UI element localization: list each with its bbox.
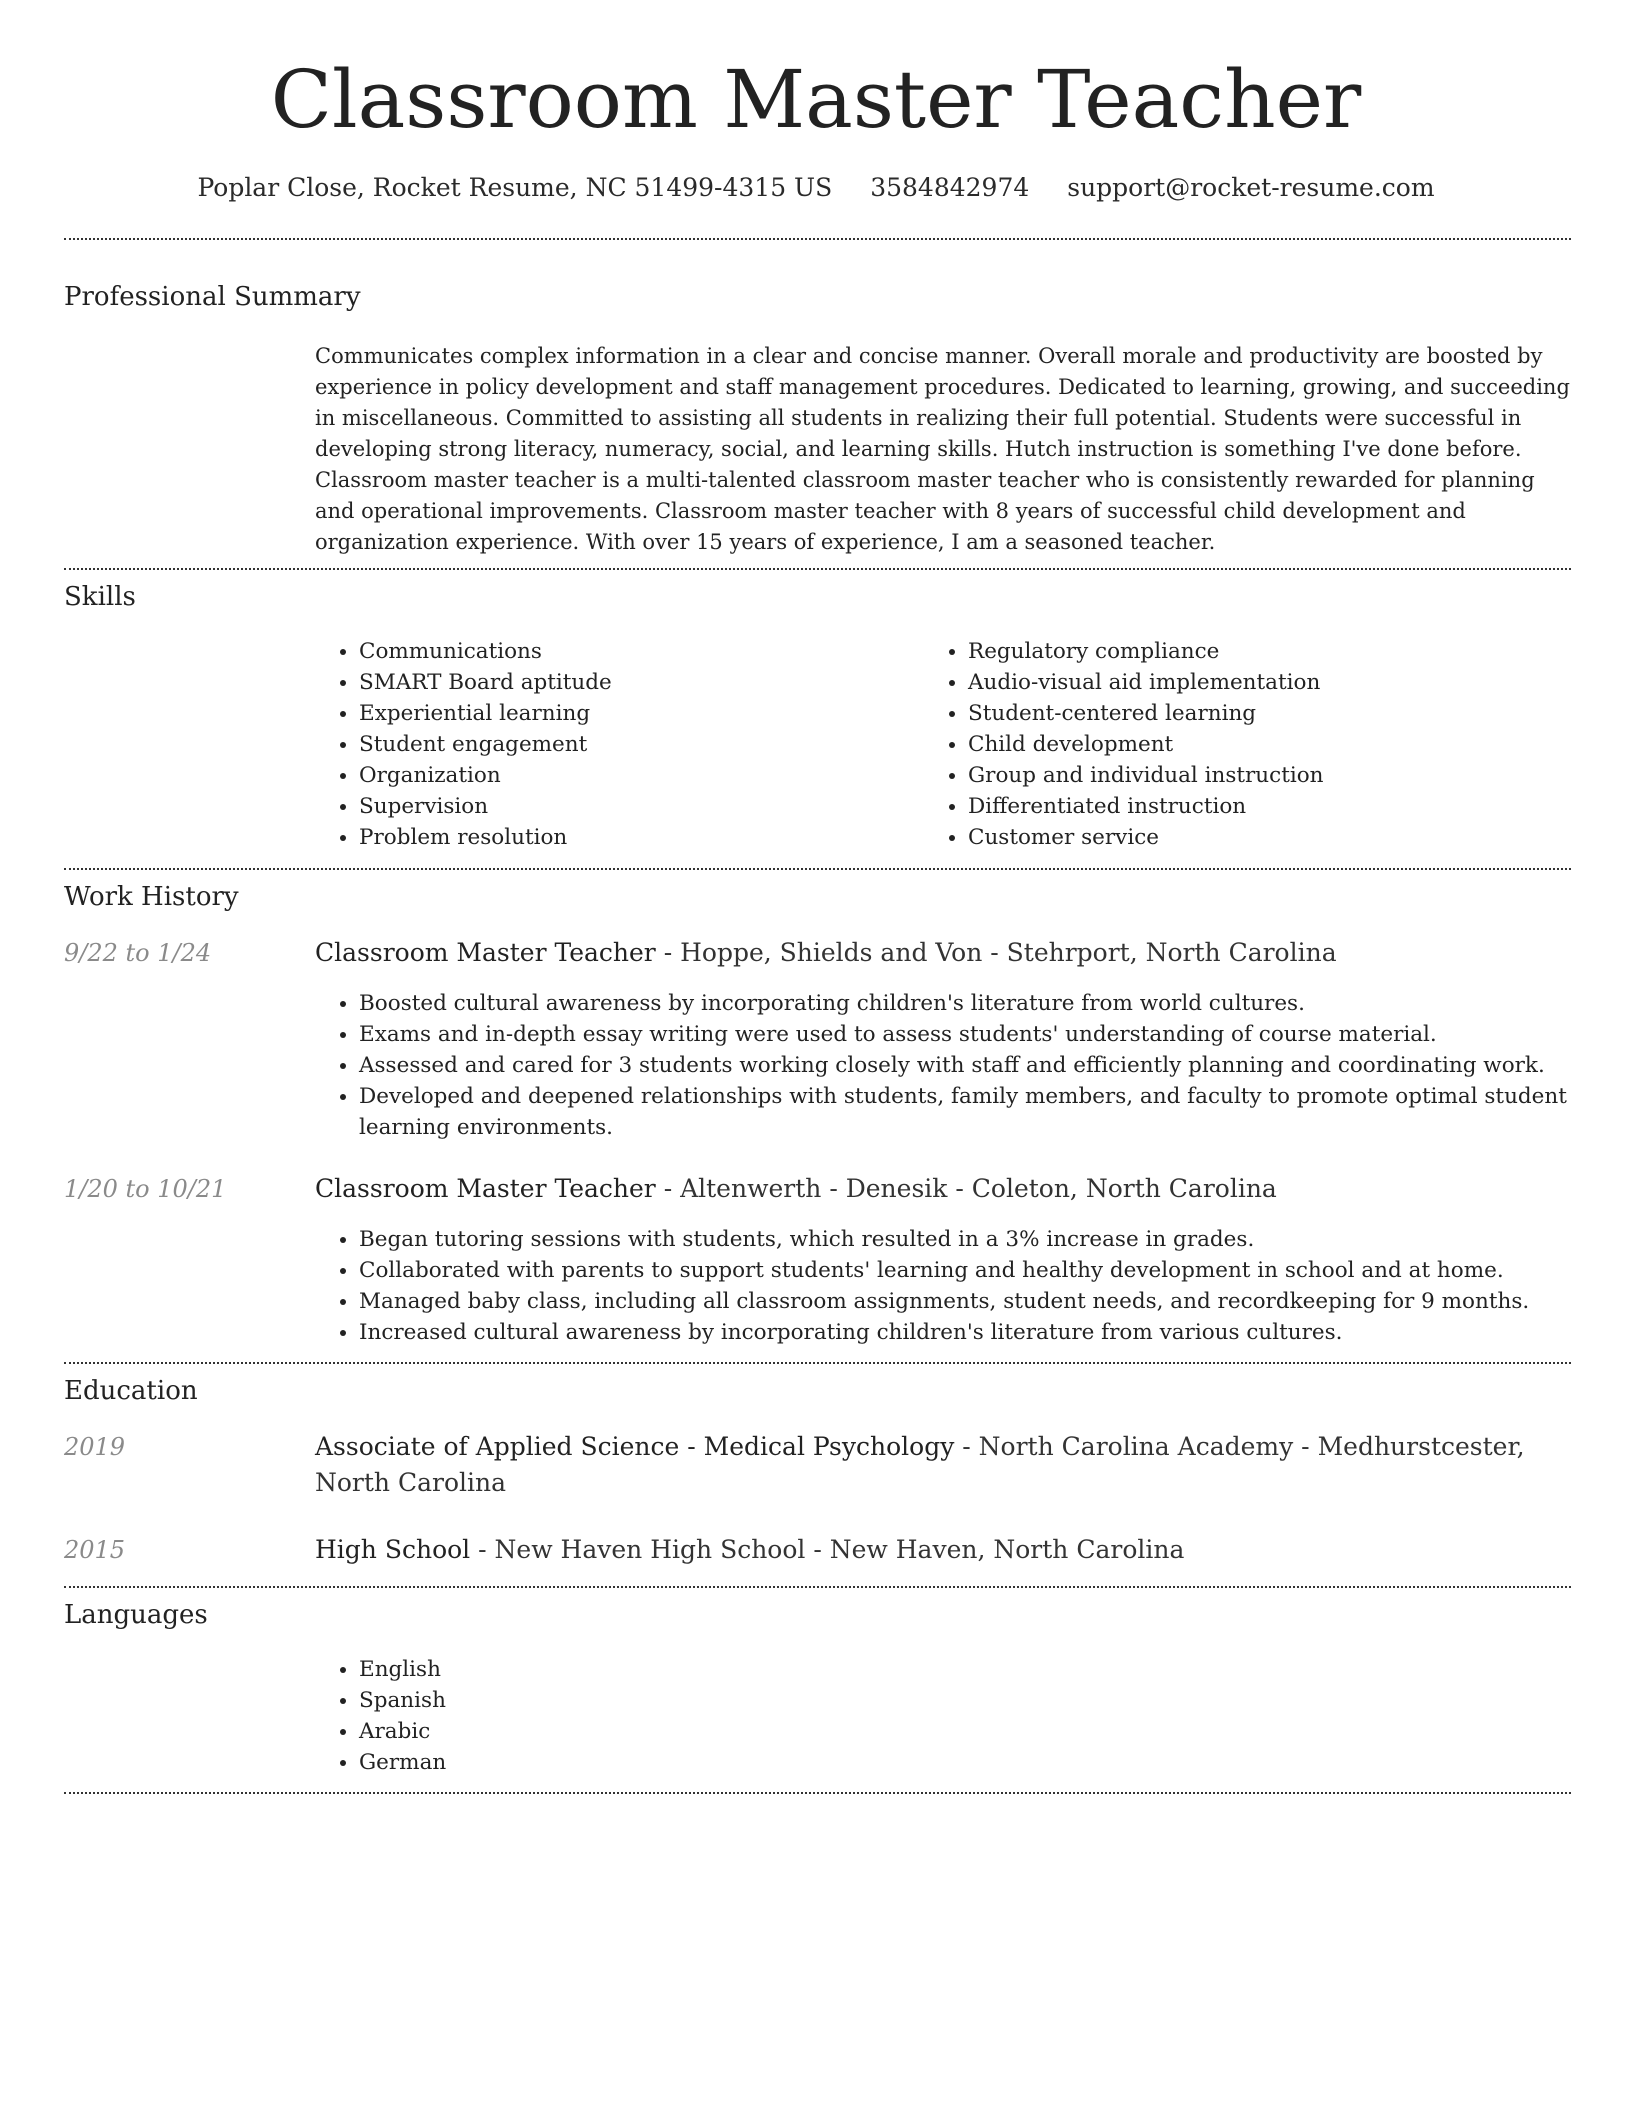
address: Poplar Close, Rocket Resume, NC 51499-4315 US xyxy=(197,173,833,202)
skill-item: • SMART Board aptitude xyxy=(359,667,919,698)
job-bullets xyxy=(315,988,1589,1143)
job-bullet: • Began tutoring sessions with students, which resulted in a 3% increase in grades. xyxy=(359,1224,1589,1255)
skill-item: • Organization xyxy=(359,760,919,791)
skill-item: • Differentiated instruction xyxy=(968,791,1588,822)
education-heading xyxy=(315,1532,1570,1568)
phone: 3584842974 xyxy=(870,173,1030,202)
language-item: • English xyxy=(359,1654,959,1685)
job-bullet: • Exams and in-depth essay writing were used to assess students' understanding of course material. xyxy=(359,1019,1589,1050)
skill-item: • Problem resolution xyxy=(359,822,919,853)
section-title-education: Education xyxy=(64,1376,198,1406)
summary-text: Communicates complex information in a clear and concise manner. Overall morale and productivity are boosted by experience in policy development and staff management procedures. Dedicated to learning, growing, and succeeding in miscellaneous. Committed to assisting all students in realizing their full potential. Students were successful in developing strong literacy, numeracy, social, and learning skills. Hutch instruction is something I've done before. Classroom master teacher is a multi-talented classroom master teacher who is consistently rewarded for planning and operational improvements. Classroom master teacher with 8 years of successful child development and organization experience. With over 15 years of experience, I am a seasoned teacher. xyxy=(315,344,1570,554)
divider xyxy=(64,238,1571,240)
education-year: 2015 xyxy=(64,1536,126,1564)
job-heading xyxy=(315,935,1570,971)
skill-item: • Audio-visual aid implementation xyxy=(968,667,1588,698)
email: support@rocket-resume.com xyxy=(1067,173,1435,202)
divider xyxy=(64,868,1571,870)
education-heading xyxy=(315,1429,1570,1501)
education-school-location: - New Haven High School - New Haven, North Carolina xyxy=(470,1535,1185,1564)
job-bullet: • Developed and deepened relationships with students, family members, and faculty to promote optimal student learning environments. xyxy=(359,1081,1589,1143)
job-dates: 9/22 to 1/24 xyxy=(64,939,212,967)
candidate-name: Classroom Master Teacher xyxy=(270,53,1362,146)
language-item: • Arabic xyxy=(359,1716,959,1747)
job-employer-location: - Altenwerth - Denesik - Coleton, North Carolina xyxy=(655,1174,1277,1203)
skills-list-right xyxy=(924,636,1588,853)
education-school-location: - North Carolina Academy - Medhurstcester, North Carolina xyxy=(315,1432,1525,1497)
job-title: Classroom Master Teacher xyxy=(315,1174,656,1203)
skill-item: • Student-centered learning xyxy=(968,698,1588,729)
job-bullet: • Collaborated with parents to support students' learning and healthy development in school and at home. xyxy=(359,1255,1589,1286)
job-employer-location: - Hoppe, Shields and Von - Stehrport, North Carolina xyxy=(655,938,1337,967)
job-bullet: • Managed baby class, including all classroom assignments, student needs, and recordkeeping for 9 months. xyxy=(359,1286,1589,1317)
section-title-languages: Languages xyxy=(64,1600,208,1630)
divider xyxy=(64,1362,1571,1364)
job-dates: 1/20 to 10/21 xyxy=(64,1175,227,1203)
divider xyxy=(64,1586,1571,1588)
skill-item: • Student engagement xyxy=(359,729,919,760)
job-title: Classroom Master Teacher xyxy=(315,938,656,967)
education-degree: High School xyxy=(315,1535,471,1564)
skill-item: • Group and individual instruction xyxy=(968,760,1588,791)
skill-item: • Customer service xyxy=(968,822,1588,853)
skill-item: • Experiential learning xyxy=(359,698,919,729)
contact-line xyxy=(0,170,1632,206)
skill-item: • Regulatory compliance xyxy=(968,636,1588,667)
languages-list xyxy=(315,1654,959,1778)
divider xyxy=(64,1792,1571,1794)
language-item: • German xyxy=(359,1747,959,1778)
section-title-skills: Skills xyxy=(64,582,136,612)
skills-list-left xyxy=(315,636,919,853)
education-year: 2019 xyxy=(64,1433,126,1461)
education-degree: Associate of Applied Science - Medical Psychology xyxy=(315,1432,955,1461)
job-heading xyxy=(315,1171,1570,1207)
section-title-summary: Professional Summary xyxy=(64,282,361,312)
job-bullet: • Increased cultural awareness by incorporating children's literature from various cultures. xyxy=(359,1317,1589,1348)
job-bullet: • Boosted cultural awareness by incorporating children's literature from world cultures. xyxy=(359,988,1589,1019)
job-bullet: • Assessed and cared for 3 students working closely with staff and efficiently planning and coordinating work. xyxy=(359,1050,1589,1081)
language-item: • Spanish xyxy=(359,1685,959,1716)
divider xyxy=(64,568,1571,570)
section-title-work: Work History xyxy=(64,882,239,912)
skill-item: • Communications xyxy=(359,636,919,667)
skill-item: • Supervision xyxy=(359,791,919,822)
job-bullets xyxy=(315,1224,1589,1348)
skill-item: • Child development xyxy=(968,729,1588,760)
